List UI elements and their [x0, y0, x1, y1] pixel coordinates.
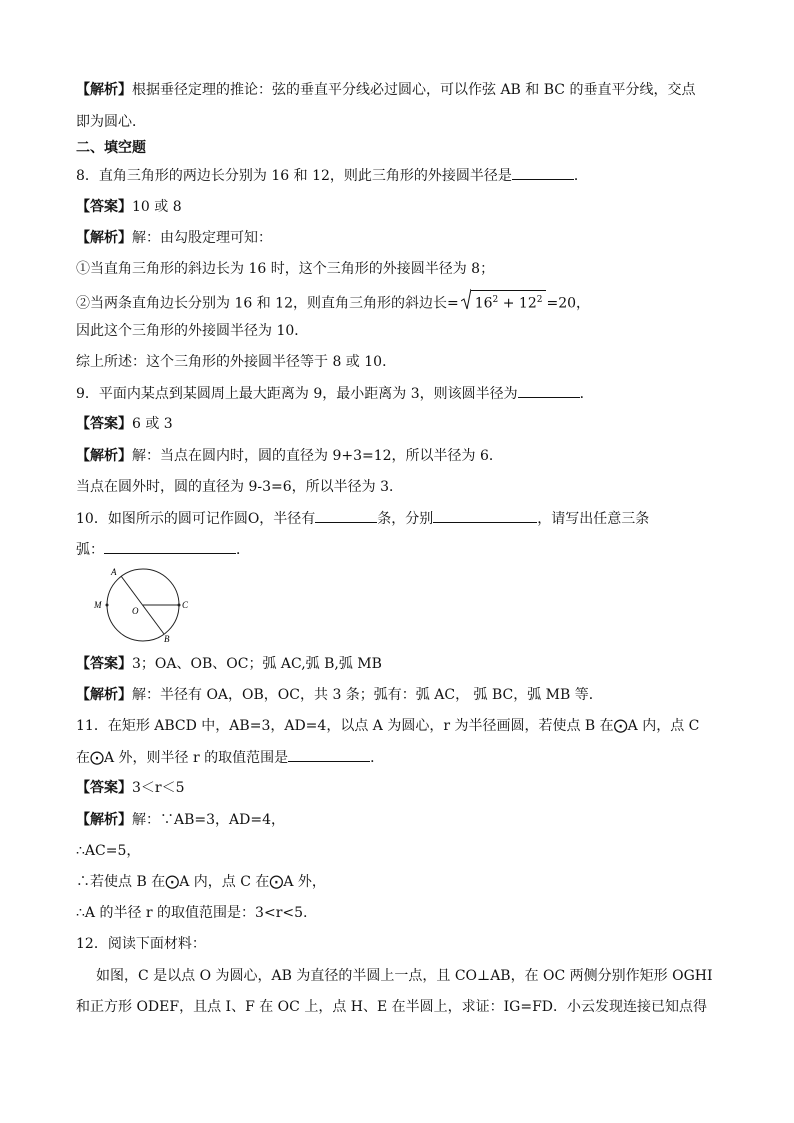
q11-step-1 — [76, 841, 140, 861]
section-heading — [76, 138, 146, 158]
text: 因此这个三角形的外接圆半径为 10． — [76, 323, 309, 339]
q10-answer — [76, 654, 382, 674]
text: 条，分别 — [377, 511, 434, 527]
analysis-line-2 — [76, 112, 146, 132]
label-c: C — [182, 600, 189, 610]
answer-blank — [512, 165, 574, 180]
label-o: O — [132, 606, 139, 616]
text: 【答案】 — [76, 780, 132, 796]
text: ，请写出任意三条 — [537, 511, 650, 527]
text: 综上所述：这个三角形的外接圆半径等于 8 或 10． — [76, 354, 397, 370]
answer-blank — [315, 508, 377, 523]
text: 6 或 3 — [132, 416, 173, 432]
text: ． — [236, 542, 250, 558]
text: 当点在圆外时，圆的直径为 9-3=6，所以半径为 3． — [76, 479, 403, 495]
question-10-line-2 — [76, 539, 250, 560]
text: 在⨀A 外，则半径 r 的取值范围是 — [76, 750, 289, 766]
analysis-text: 根据垂径定理的推论：弦的垂直平分线必过圆心，可以作弦 AB 和 BC 的垂直平分线，交点 — [132, 82, 696, 98]
answer-blank — [104, 539, 236, 554]
q11-step-2 — [76, 872, 326, 892]
text: 和正方形 ODEF，且点 I、F 在 OC 上，点 H、E 在半圆上，求证：IG=FD．小云发现连接已知点得 — [76, 999, 708, 1015]
text: 9．平面内某点到某圆周上最大距离为 9，最小距离为 3，则该圆半径为 — [76, 386, 518, 402]
text: =20， — [546, 295, 591, 312]
text: 【答案】 — [76, 416, 132, 432]
q8-case-1 — [76, 259, 494, 279]
analysis-tag: 【解析】 — [76, 82, 132, 98]
text: 3；OA、OB、OC；弧 AC,弧 B,弧 MB — [132, 656, 382, 672]
q10-analysis — [76, 685, 603, 705]
question-8 — [76, 165, 588, 186]
text: 【答案】 — [76, 199, 132, 215]
text: 【解析】 — [76, 687, 132, 703]
q9-answer — [76, 414, 173, 434]
q9-case-2 — [76, 477, 403, 497]
question-10 — [76, 508, 649, 529]
text: 16 — [474, 295, 493, 312]
text: 【解析】 — [76, 448, 132, 464]
analysis-line-1 — [76, 80, 695, 100]
q8-case-2 — [76, 290, 590, 314]
question-12 — [76, 934, 206, 954]
text: ②当两条直角边长分别为 16 和 12，则直角三角形的斜边长= — [76, 295, 459, 312]
q8-analysis — [76, 228, 272, 248]
text: 解：半径有 OA，OB，OC，共 3 条；弧有：弧 AC， 弧 BC，弧 MB 等． — [132, 687, 603, 703]
text: 10．如图所示的圆可记作圆O，半径有 — [76, 511, 316, 527]
text: 12 — [518, 295, 537, 312]
sqrt-expression: $16^2 + 12^2$ — [461, 290, 547, 314]
q11-step-3 — [76, 903, 307, 923]
text: 解：当点在圆内时，圆的直径为 9+3=12，所以半径为 6． — [132, 448, 503, 464]
q8-summary — [76, 352, 396, 372]
label-b: B — [164, 634, 170, 644]
q12-paragraph-2 — [76, 997, 707, 1017]
text: 10 或 8 — [132, 199, 182, 215]
q8-answer — [76, 197, 182, 217]
text: 【解析】 — [76, 230, 132, 246]
text: 3＜r＜5 — [132, 780, 185, 796]
text: ∴若使点 B 在⨀A 内，点 C 在⨀A 外， — [76, 874, 326, 890]
question-11 — [76, 716, 699, 736]
text: 8．直角三角形的两边长分别为 16 和 12，则此三角形的外接圆半径是 — [76, 168, 512, 184]
circle-figure — [88, 566, 198, 644]
text: 解：由勾股定理可知： — [132, 230, 272, 246]
text: ①当直角三角形的斜边长为 16 时，这个三角形的外接圆半径为 8； — [76, 261, 495, 277]
q11-analysis — [76, 810, 285, 830]
text: ∴A 的半径 r 的取值范围是：3<r<5. — [76, 905, 308, 921]
text: 12．阅读下面材料： — [76, 936, 206, 952]
label-m: M — [94, 600, 102, 610]
point-c — [178, 604, 181, 607]
q12-paragraph-1 — [96, 966, 713, 986]
label-a: A — [111, 567, 117, 577]
radical-sign — [461, 288, 471, 310]
question-11-line-2 — [76, 747, 384, 768]
point-m — [106, 604, 109, 607]
q8-case-3 — [76, 321, 308, 341]
answer-blank — [288, 747, 370, 762]
q9-analysis — [76, 446, 503, 466]
q11-answer — [76, 778, 185, 798]
text: 弧： — [76, 542, 104, 558]
text: 二、填空题 — [76, 140, 146, 156]
text: ． — [370, 750, 385, 766]
text: 即为圆心． — [76, 114, 146, 130]
answer-blank — [518, 383, 580, 398]
text: ． — [579, 386, 594, 402]
answer-blank — [433, 508, 537, 523]
text: ． — [573, 168, 588, 184]
text: 解：∵AB=3，AD=4， — [132, 812, 286, 828]
question-9 — [76, 383, 594, 404]
text: 【答案】 — [76, 656, 132, 672]
text: 【解析】 — [76, 812, 132, 828]
text: 11．在矩形 ABCD 中，AB=3，AD=4，以点 A 为圆心，r 为半径画圆，若使点 B 在⨀A 内，点 C — [76, 718, 700, 734]
text: 如图，C 是以点 O 为圆心，AB 为直径的半圆上一点，且 CO⊥AB，在 OC 两侧分别作矩形 OGHI — [96, 968, 713, 984]
text: ∴AC=5， — [76, 843, 141, 859]
